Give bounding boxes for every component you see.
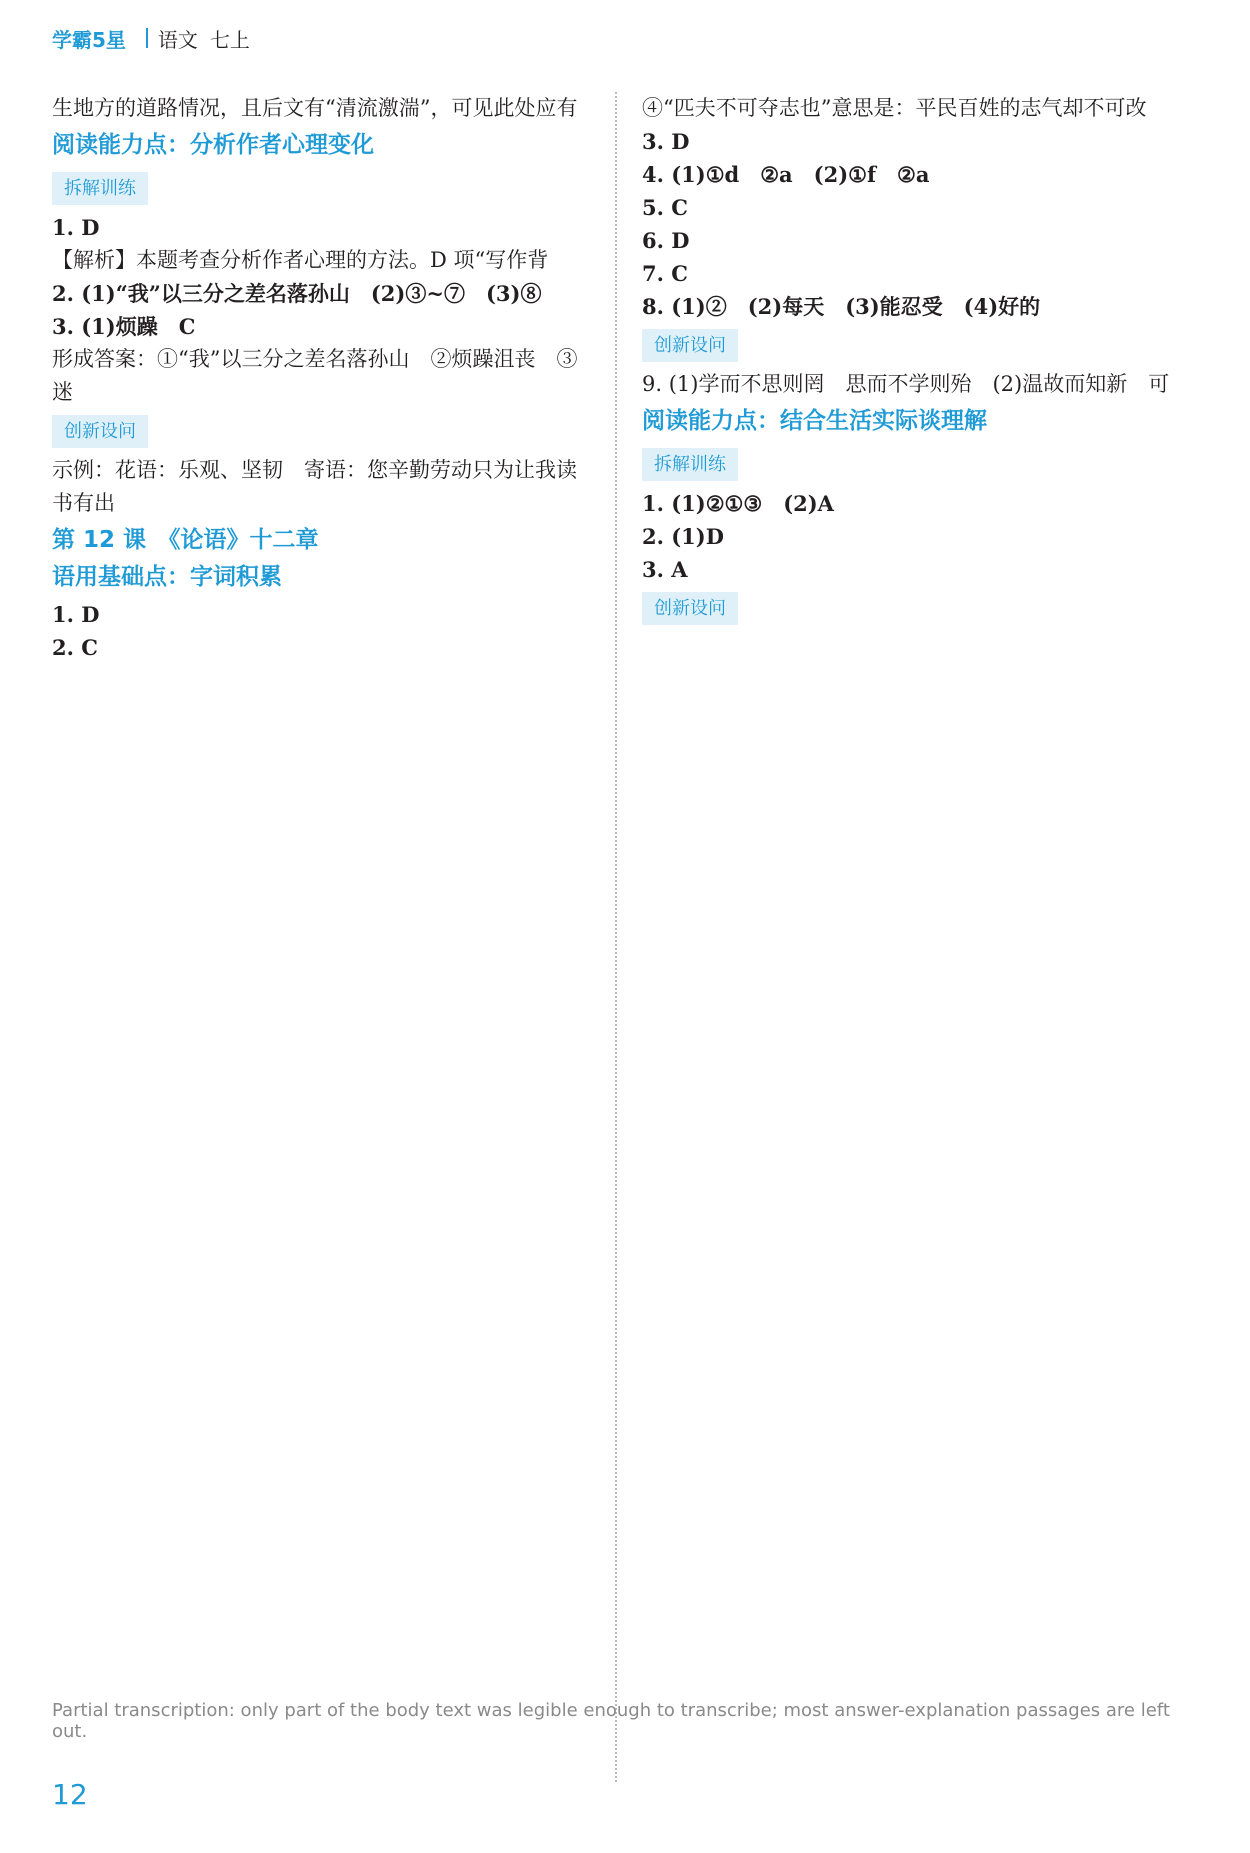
section-tag: 创新设问 (52, 415, 148, 448)
column-divider (615, 92, 617, 1782)
text-line: ④“匹夫不可夺志也”意思是：平民百姓的志气却不可改 (642, 96, 1147, 120)
section-heading: 第 12 课 《论语》十二章 (52, 527, 319, 553)
text-line: 1. D (52, 602, 100, 627)
text-line: 6. D (642, 228, 690, 253)
text-line: 示例：花语：乐观、坚韧 寄语：您辛勤劳动只为让我读书有出 (52, 458, 577, 515)
text-line: 生地方的道路情况，且后文有“清流激湍”，可见此处应有 (52, 96, 578, 120)
text-line: 5. C (642, 195, 688, 220)
text-line: 1. D (52, 215, 100, 240)
text-line: 7. C (642, 261, 688, 286)
grade-label: 七上 (209, 27, 250, 52)
section-tag: 拆解训练 (52, 172, 148, 205)
text-line: 形成答案：①“我”以三分之差名落孙山 ②烦躁沮丧 ③迷 (52, 347, 578, 404)
section-heading: 阅读能力点：结合生活实际谈理解 (642, 408, 987, 434)
header (52, 18, 250, 58)
text-line: 1. (1)②①③ (2)A (642, 491, 834, 516)
text-line: 3. D (642, 129, 690, 154)
subject-label: 语文 (157, 27, 198, 52)
text-line: 4. (1)①d ②a (2)①f ②a (642, 162, 930, 187)
brand-logo: 学霸5星 (52, 27, 126, 52)
text-line: 【解析】本题考查分析作者心理的方法。D 项“写作背 (52, 248, 549, 272)
omission-note: Partial transcription: only part of the body text was legible enough to transcribe; most answer-explanation passages are left out. (52, 1700, 1170, 1742)
section-tag: 创新设问 (642, 592, 738, 625)
section-heading: 语用基础点：字词积累 (52, 564, 282, 590)
text-line: 2. C (52, 635, 98, 660)
text-line: 8. (1)② (2)每天 (3)能忍受 (4)好的 (642, 294, 1041, 319)
section-tag: 创新设问 (642, 329, 738, 362)
text-line: 9. (1)学而不思则罔 思而不学则殆 (2)温故而知新 可 (642, 372, 1170, 396)
header-separator (146, 28, 148, 48)
left-column (52, 92, 597, 664)
text-line: 3. A (642, 557, 688, 582)
section-heading: 阅读能力点：分析作者心理变化 (52, 132, 374, 158)
right-column (642, 92, 1187, 631)
page-number: 12 (52, 1778, 88, 1811)
text-line: 2. (1)D (642, 524, 724, 549)
section-tag: 拆解训练 (642, 448, 738, 481)
text-line: 3. (1)烦躁 C (52, 314, 196, 339)
text-line: 2. (1)“我”以三分之差名落孙山 (2)③~⑦ (3)⑧ (52, 281, 542, 306)
